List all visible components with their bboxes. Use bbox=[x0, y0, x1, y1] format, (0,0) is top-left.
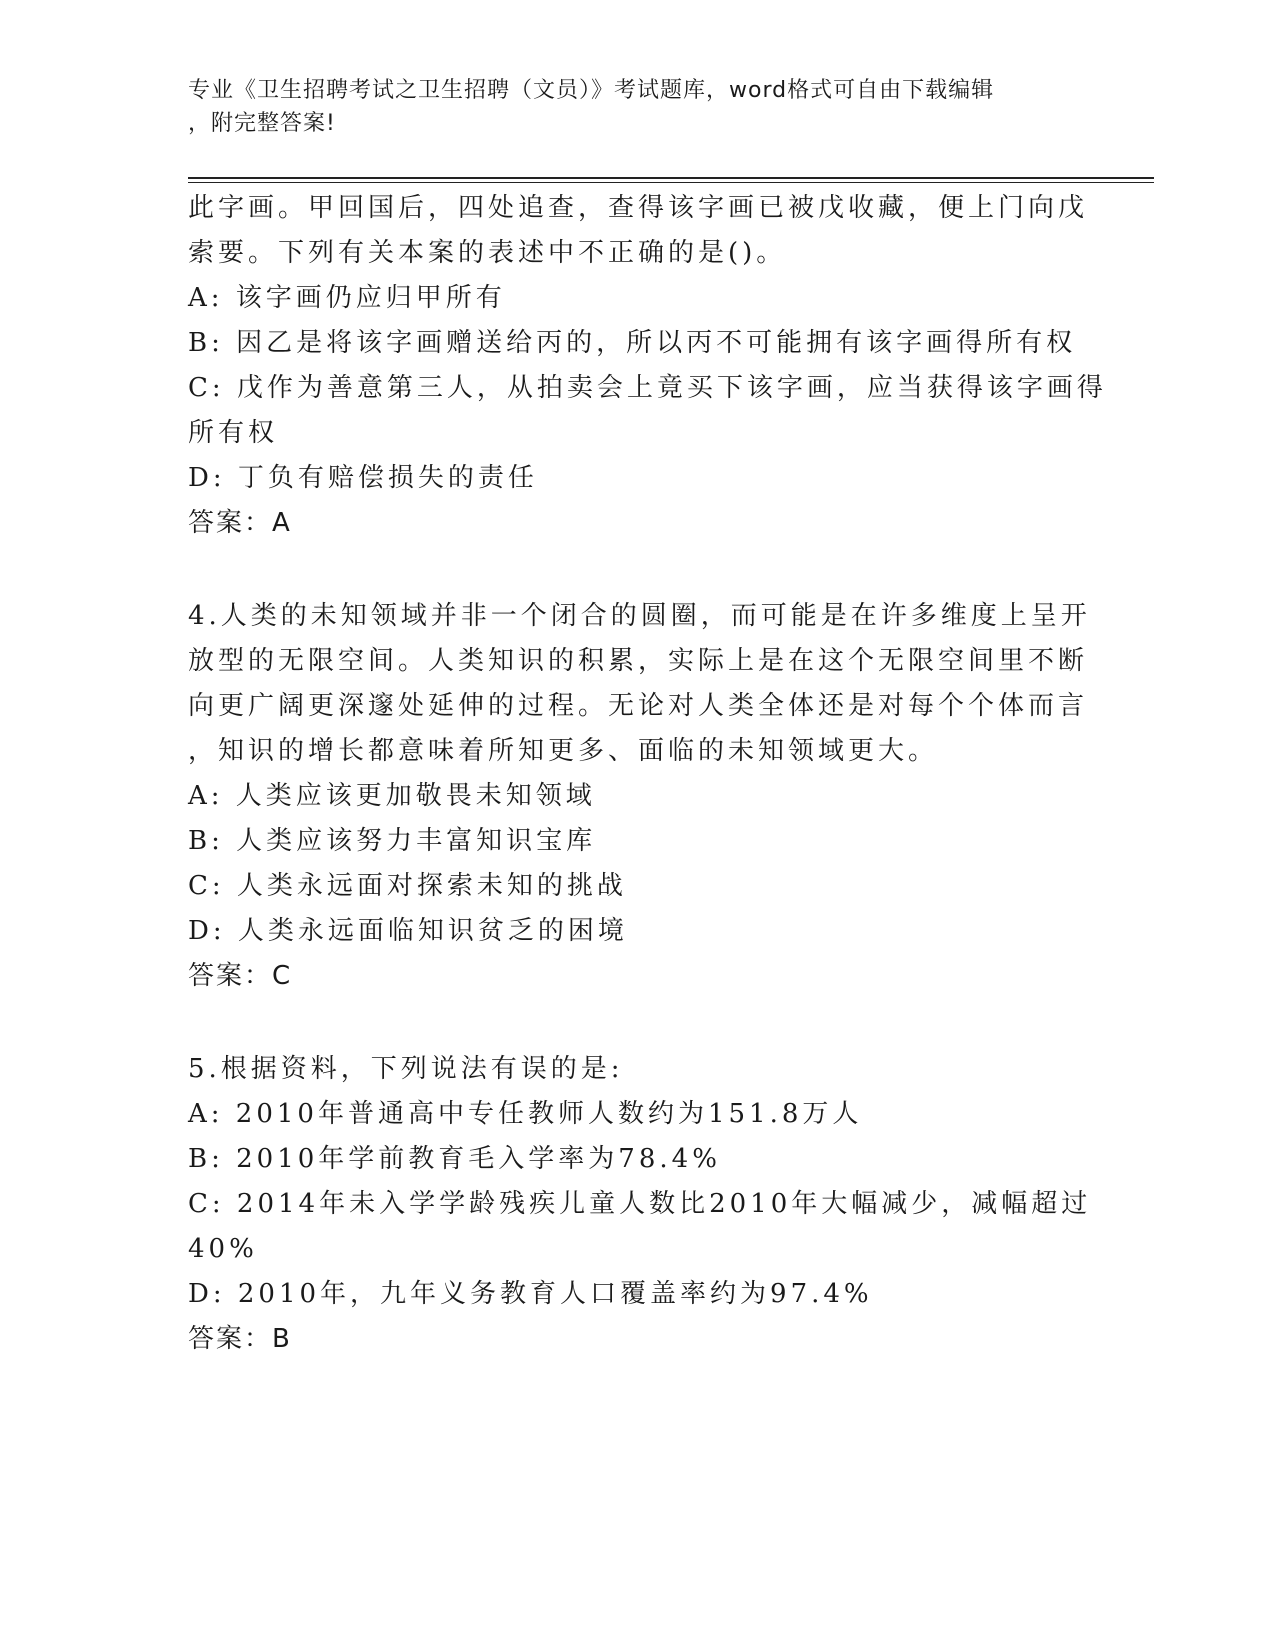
answer-label: 答案：C bbox=[188, 961, 293, 991]
question-stem-line: 索要。下列有关本案的表述中不正确的是()。 bbox=[188, 238, 787, 268]
option-a: A: 人类应该更加敬畏未知领域 bbox=[188, 781, 596, 811]
header-divider-thin bbox=[188, 182, 1154, 183]
option-d: D: 人类永远面临知识贫乏的困境 bbox=[188, 916, 628, 946]
option-b: B: 人类应该努力丰富知识宝库 bbox=[188, 826, 597, 856]
answer-label: 答案：A bbox=[188, 508, 292, 538]
answer-label: 答案：B bbox=[188, 1324, 292, 1354]
option-b: B: 2010年学前教育毛入学率为78.4% bbox=[188, 1144, 721, 1174]
option-c-continued: 40% bbox=[188, 1234, 258, 1264]
question-stem-line: 向更广阔更深邃处延伸的过程。无论对人类全体还是对每个个体而言 bbox=[188, 691, 1089, 721]
question-5 bbox=[188, 1047, 1092, 1362]
option-c: C: 戊作为善意第三人，从拍卖会上竟买下该字画，应当获得该字画得 bbox=[188, 373, 1107, 403]
option-c: C: 人类永远面对探索未知的挑战 bbox=[188, 871, 627, 901]
question-stem-line: 4.人类的未知领域并非一个闭合的圆圈，而可能是在许多维度上呈开 bbox=[188, 601, 1091, 631]
header-title-line-2: ，附完整答案! bbox=[188, 111, 336, 136]
option-d: D: 丁负有赔偿损失的责任 bbox=[188, 463, 538, 493]
question-stem-line: ，知识的增长都意味着所知更多、面临的未知领域更大。 bbox=[188, 736, 939, 766]
question-4 bbox=[188, 594, 1091, 999]
question-stem-line: 此字画。甲回国后，四处追查，查得该字画已被戊收藏，便上门向戊 bbox=[188, 193, 1089, 223]
header-divider-thick bbox=[188, 177, 1154, 179]
option-c: C: 2014年未入学学龄残疾儿童人数比2010年大幅减少，减幅超过 bbox=[188, 1189, 1092, 1219]
option-c-continued: 所有权 bbox=[188, 418, 279, 448]
question-spacer bbox=[188, 999, 1088, 1047]
document-body bbox=[188, 186, 1107, 1362]
option-b: B: 因乙是将该字画赠送给丙的，所以丙不可能拥有该字画得所有权 bbox=[188, 328, 1077, 358]
header-title-line-1: 专业《卫生招聘考试之卫生招聘（文员）》考试题库，word格式可自由下载编辑 bbox=[188, 78, 995, 103]
question-stem-line: 放型的无限空间。人类知识的积累，实际上是在这个无限空间里不断 bbox=[188, 646, 1089, 676]
question-stem-line: 5.根据资料，下列说法有误的是: bbox=[188, 1054, 624, 1084]
option-d: D: 2010年，九年义务教育人口覆盖率约为97.4% bbox=[188, 1279, 873, 1309]
question-spacer bbox=[188, 546, 1088, 594]
option-a: A: 该字画仍应归甲所有 bbox=[188, 283, 506, 313]
question-3 bbox=[188, 186, 1107, 546]
option-a: A: 2010年普通高中专任教师人数约为151.8万人 bbox=[188, 1099, 863, 1129]
document-header bbox=[188, 74, 1068, 140]
